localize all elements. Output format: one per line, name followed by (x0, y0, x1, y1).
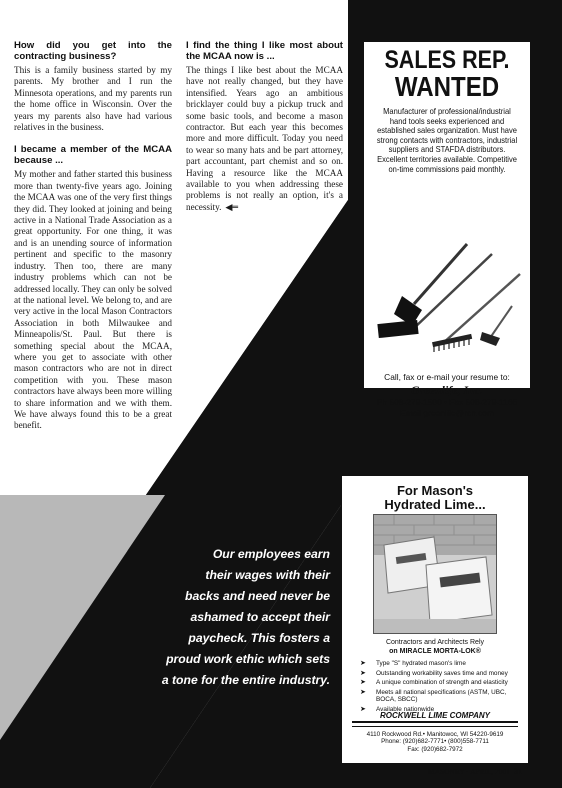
ad-company-name: Greenlife, Inc. (410, 383, 484, 397)
list-item: ➤ A unique combination of strength and elasticity (360, 679, 508, 687)
arrow-bullet-icon: ➤ (360, 679, 366, 687)
question-heading-2: I became a member of the MCAA because ... (14, 144, 172, 167)
arrow-bullet-icon: ➤ (360, 689, 366, 697)
lime-ad-title (342, 484, 528, 512)
answer-paragraph-2: My mother and father started this business more than twenty-five years ago. Joining the MCAA was one of the very first things they did. They looked at joining and being active in a National Trade Association as a great opportunity. For one thing, it was and is an unending source of information pertinent and specific to the masonry industry. Then too, there are many industry problems which can not be addressed locally. They can only be solved at the national level. We belong to, and are very active in the local Mason Contractors Association in both Milwaukee and Minneapolis/St. Paul. But there is something special about the MCAA, where you get to associate with other mason contractors who are not in direct competition with you. These mason contractors have always been more willing to share information and we with them. We have always found this to be a great benefit. (14, 169, 172, 431)
lime-ad-fax: Fax: (920)682-7972 (407, 745, 463, 753)
page-footer (428, 766, 522, 776)
list-item: ➤ Available nationwide (360, 706, 435, 714)
lime-ad-title-line-2: Hydrated Lime... (384, 497, 486, 512)
list-item: ➤ Meets all national specifications (ASTM, UBC, BOCA, SBCC) (360, 689, 507, 704)
hand-tools-illustration (372, 234, 522, 354)
lime-bags-photo (373, 514, 497, 634)
pull-quote-line: paycheck. This fosters a (188, 631, 330, 645)
ad-title-line-1: SALES REP. (384, 46, 510, 74)
list-item: ➤ Outstanding workability saves time and money (360, 669, 508, 677)
pull-quote (60, 544, 330, 691)
sales-rep-ad (362, 40, 532, 418)
list-item: ➤ Type "S" hydrated mason's lime (360, 660, 466, 667)
lime-ad-address-block (342, 731, 528, 753)
lime-ad-subheading (342, 638, 528, 656)
lime-ad-sub-line-1: Contractors and Architects Rely (385, 639, 485, 646)
pull-quote-line: a tone for the entire industry. (161, 673, 330, 687)
page-number: 31 (513, 766, 523, 776)
answer-paragraph-3 (186, 65, 343, 213)
article-column-left (14, 40, 172, 432)
lime-ad-address: 4110 Rockwood Rd.• Manitowoc, WI 54220-9619 (366, 731, 504, 738)
ad-title (376, 48, 519, 101)
pull-quote-line: their wages with their (205, 568, 330, 582)
answer-text-3: The things I like best about the MCAA have not really changed, but they have intensified. Years ago an ambitious bricklayer could buy a pickup truck and some basic tools, and become a mason contractor. But each year this becomes more and more difficult. Today you need to wear so many hats and be part attorney, part accountant, part chemist and so on. Having a resource like the MCAA available to you when addressing these problems is not really an option, it's a necessity. (186, 65, 343, 212)
question-heading-3: I find the thing I like most about the MCAA now is ... (186, 40, 343, 62)
ad-contact-block (364, 372, 530, 419)
lime-bags-image (374, 515, 496, 633)
article-column-middle (186, 40, 343, 213)
arrow-bullet-icon: ➤ (360, 660, 366, 667)
question-heading-1: How did you get into the contracting business? (14, 40, 172, 62)
lime-ad-title-line-1: For Mason's (396, 483, 474, 498)
answer-paragraph-1: This is a family business started by my parents. My brother and I run the Minnesota operations, and my parents run the home office in Wisconsin. Over the years my parents also have had various relatives in the business. (14, 65, 172, 133)
hydrated-lime-ad (341, 475, 529, 764)
pull-quote-line: ashamed to accept their (190, 610, 330, 624)
ad-email: Email greenlife@rcn.com (400, 408, 494, 418)
pull-quote-line: Our employees earn (212, 547, 330, 561)
ad-description: Manufacturer of professional/industrial hand tools seeks experienced and established sales organization. Must have strong contacts with contractors, industrial suppliers and STAFDA distributors. Excellent territories available. Competitive on-time commissions paid monthly. (376, 107, 518, 174)
logo-rule-top (352, 721, 518, 723)
ad-call-line: Call, fax or e-mail your resume to: (384, 372, 510, 382)
lime-ad-phone: Phone: (920)682-7771• (800)558-7711 (381, 738, 489, 746)
arrow-bullet-icon: ➤ (360, 706, 366, 714)
end-mark-icon: ◀═ (225, 201, 238, 213)
ad-title-line-2: WANTED (394, 71, 500, 102)
pull-quote-line: backs and need never be (185, 589, 330, 603)
publication-line: MASONRY · APRIL, 2001 (428, 767, 510, 776)
rockwell-lime-logo: ROCKWELL LIME COMPANY (380, 711, 490, 720)
lime-ad-sub-line-2: on MIRACLE MORTA-LOK® (389, 648, 481, 655)
arrow-bullet-icon: ➤ (360, 669, 366, 677)
logo-rule-bottom (352, 726, 518, 727)
ad-phone-fax: Ph 508-279-1500 • Fax 508-279-1166 (376, 397, 518, 407)
pull-quote-line: proud work ethic which sets (166, 652, 330, 666)
lime-feature-list (360, 660, 520, 716)
